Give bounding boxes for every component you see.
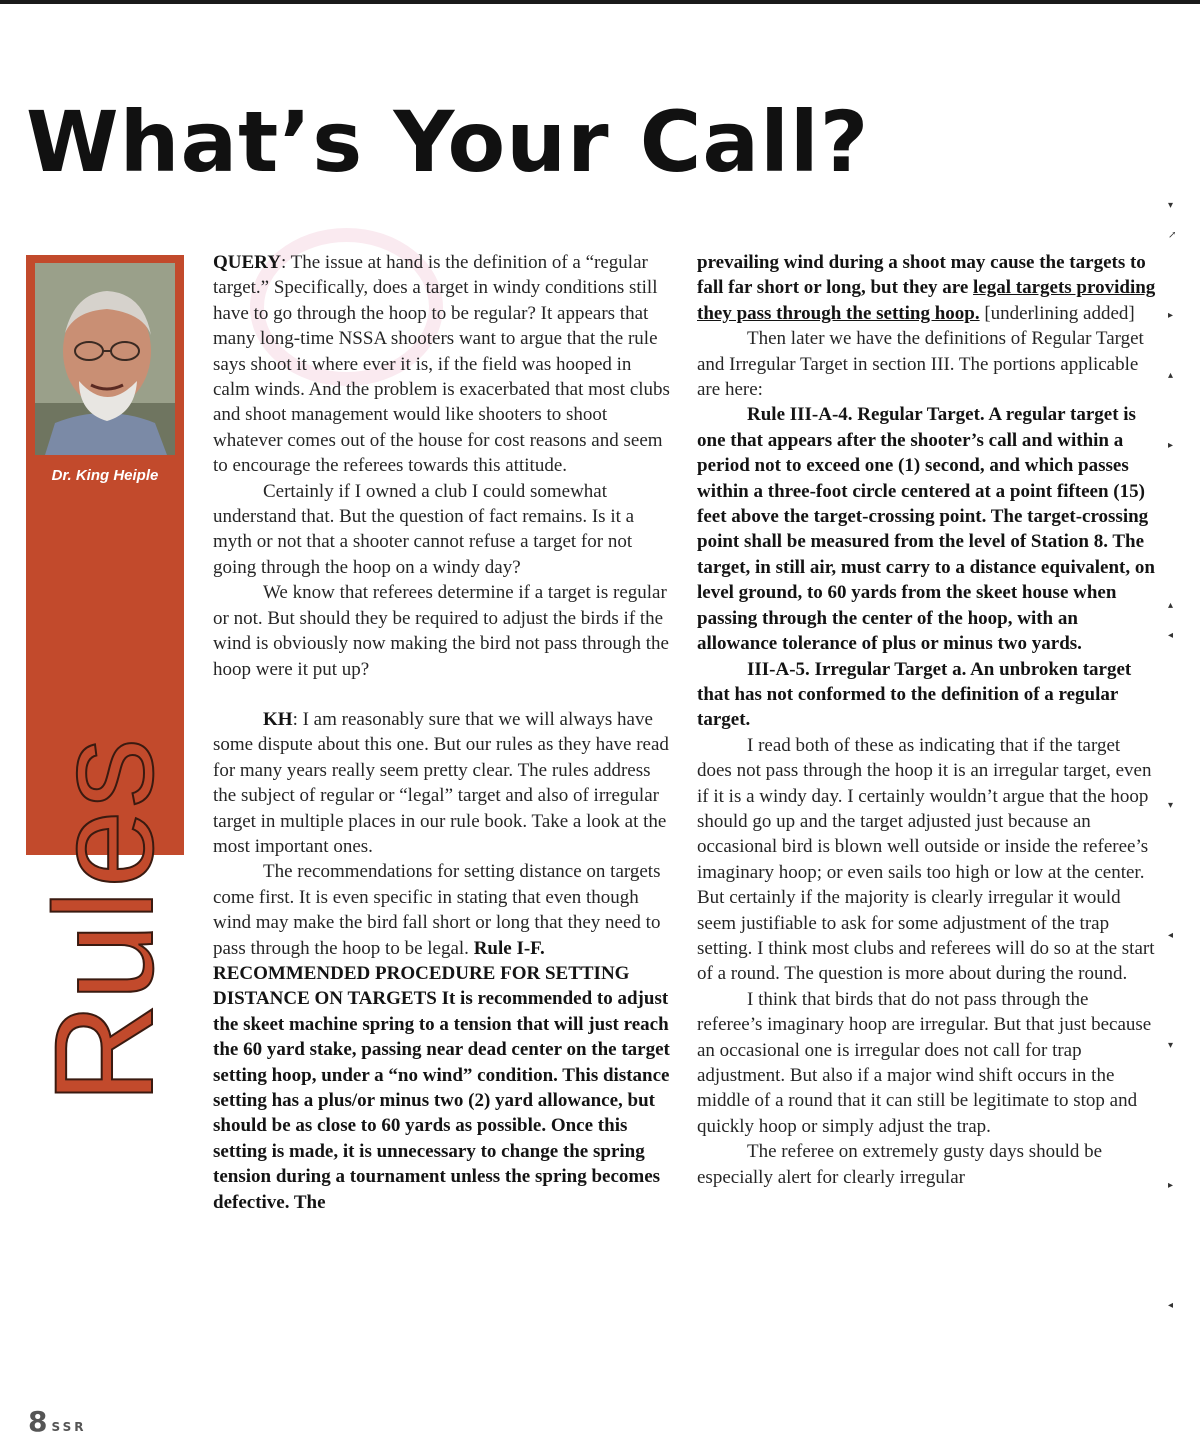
margin-marks: ▾ ↗ ▸ ▴ ▸ ▴ ◂ ▾ ◂ ▾ ▸ ◂ <box>1168 200 1177 1311</box>
rule-quote: Rule I-F. RECOMMENDED PROCEDURE FOR SETTING DISTANCE ON TARGETS It is recommended to adjust the skeet machine spring to a tension that will just reach the 60 yard stake, passing near dead center on the target setting hoop, under a “no wind” condition. This distance setting has a plus/or minus two (2) yard allowance, but should be as close to 60 yards as possible. Once this setting is made, it is unnecessary to change the spring tension during a tournament unless the spring becomes defective. The <box>213 937 670 1213</box>
top-rule <box>0 0 1200 4</box>
query-paragraph: QUERY: The issue at hand is the definition of a “regular target.” Specifically, does a target in windy conditions still have to go through the hoop to be regular? It appears that many long-time NSSA shooters want to argue that the rule says shoot it where ever it is, if the field was hooped in calm winds. And the problem is exacerbated that most clubs and shoot management would like shooters to shoot whatever comes out of the house for cost reasons and seem to encourage the referees towards this attitude. <box>213 252 670 477</box>
paragraph: I think that birds that do not pass through the referee’s imaginary hoop are irregular. But that just because an occasional one is irregular does not call for trap adjustment. But also if a major wind shift occurs in the middle of a round that it can still be legitimate to stop and quickly hoop or simply adjust the trap. <box>697 988 1152 1137</box>
author-name: Dr. King Heiple <box>51 467 159 484</box>
query-label: QUERY <box>213 252 281 273</box>
article-title: What’s Your Call? <box>26 93 870 191</box>
article-column-2 <box>697 250 1157 1190</box>
paragraph: I read both of these as indicating that if the target does not pass through the hoop it is an irregular target, even if it is a windy day. I certainly wouldn’t argue that the hoop should go up and the target adjusted just because an occasional bird is blown well outside or inside the referee’s imaginary hoop; or even sails too high or low at the center. But certainly if the majority is clearly irregular it would seem justifiable to ask for some adjustment of the trap setting. I think most clubs and referees will do so at the start of a round. The question is more about during the round. <box>697 734 1155 985</box>
paragraph: Certainly if I owned a club I could somewhat understand that. But the question of fact remains. Is it a myth or not that a shooter cannot refuse a target for not going through the hoop on a windy day? <box>213 480 635 578</box>
paragraph: Then later we have the definitions of Regular Target and Irregular Target in section III. The portions applicable are here: <box>697 328 1144 401</box>
rule-quote: Rule III-A-4. Regular Target. A regular target is one that appears after the shooter’s call and within a period not to exceed one (1) second, and which passes within a three-foot circle centered at a point fifteen (15) feet above the target-crossing point. The target-crossing point shall be measured from the level of Station 8. The target, in still air, must carry to a distance equivalent, on level ground, to 60 yards from the skeet house when passing through the center of the hoop, with an allowance tolerance of plus or minus two yards. <box>697 404 1155 655</box>
rule-quote-continued: prevailing wind during a shoot may cause the targets to fall far short or long, but they are legal targets providing they pass through the setting hoop. [underlining added] <box>697 252 1156 324</box>
paragraph: The referee on extremely gusty days should be especially alert for clearly irregular <box>697 1141 1103 1188</box>
answer-label: KH <box>263 708 293 730</box>
section-label: Rules <box>25 736 182 1104</box>
page-number: 8 <box>28 1405 48 1438</box>
author-portrait-image <box>35 263 175 455</box>
paragraph: We know that referees determine if a target is regular or not. But should they be required to adjust the birds if the wind is obviously now making the bird not pass through the hoop were it put up? <box>213 582 669 680</box>
rule-quote: III-A-5. Irregular Target a. An unbroken target that has not conformed to the definition of a regular target. <box>697 658 1132 731</box>
paragraph: The recommendations for setting distance on targets come first. It is even specific in stating that even though wind may make the bird fall short or long that they need to pass through the hoop to be legal. Rule I-F. RECOMMENDED PROCEDURE FOR SETTING DISTANCE ON TARGETS It is recommended to adjust the skeet machine spring to a tension that will just reach the 60 yard stake, passing near dead center on the target setting hoop, under a “no wind” condition. This distance setting has a plus/or minus two (2) yard allowance, but should be as close to 60 yards as possible. Once this setting is made, it is unnecessary to change the spring tension during a tournament unless the spring becomes defective. The <box>213 861 670 1213</box>
page-footer <box>28 1405 86 1438</box>
underlined-text: legal targets providing they pass through the setting hoop. <box>697 277 1156 324</box>
magazine-name: SSR <box>51 1420 87 1434</box>
author-sidebar <box>25 255 184 1104</box>
article-column-1 <box>213 250 673 1215</box>
answer-paragraph: KH: I am reasonably sure that we will always have some dispute about this one. But our rules as they have read for many years really seem pretty clear. The rules address the subject of regular or “legal” target and also of irregular target in multiple places in our rule book. Take a look at the most important ones. <box>213 708 669 857</box>
author-photo <box>35 263 175 455</box>
